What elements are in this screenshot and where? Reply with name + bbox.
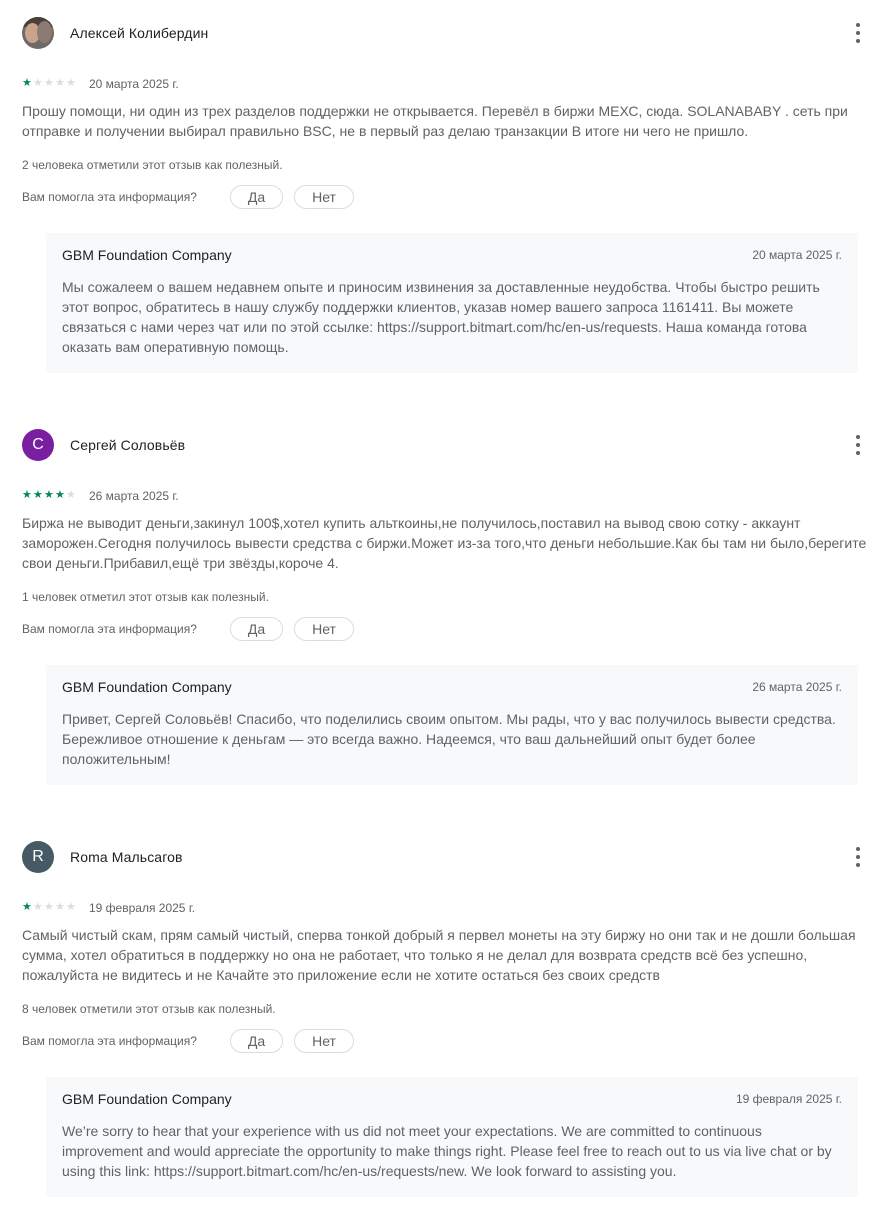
star-rating xyxy=(22,76,77,90)
helpful-yes-button[interactable]: Да xyxy=(230,185,283,209)
helpful-no-button[interactable]: Нет xyxy=(294,617,354,641)
review-text: Биржа не выводит деньги,закинул 100$,хотел купить альткоины,не получилось,поставил на вывод свою сотку - аккаунт заморожен.Сегодня получилось вывести средства с биржи.Может из-за того,что деньги небольшие.Как бы там ни было,берегите свои деньги.Прибавил,ещё три звёзды,короче 4. xyxy=(22,515,867,571)
helpful-question: Вам помогла эта информация? xyxy=(22,190,197,204)
star-icon: ★ xyxy=(55,77,65,89)
star-icon: ★ xyxy=(44,77,54,89)
developer-reply xyxy=(46,665,858,785)
star-icon: ★ xyxy=(55,489,65,501)
star-icon: ★ xyxy=(44,901,54,913)
star-icon: ★ xyxy=(66,901,76,913)
helpful-count: 2 человека отметили этот отзыв как полезный. xyxy=(22,158,283,172)
avatar: R xyxy=(22,841,54,873)
star-rating xyxy=(22,900,77,914)
star-icon: ★ xyxy=(33,489,43,501)
review-header xyxy=(22,841,872,873)
reviewer-name: Алексей Колибердин xyxy=(70,25,209,41)
helpful-count: 8 человек отметили этот отзыв как полезный. xyxy=(22,1002,276,1016)
helpful-no-button[interactable]: Нет xyxy=(294,1029,354,1053)
more-vert-icon[interactable] xyxy=(848,21,868,45)
review-date: 19 февраля 2025 г. xyxy=(89,901,196,915)
star-icon: ★ xyxy=(66,489,76,501)
star-icon: ★ xyxy=(22,901,32,913)
helpful-yes-button[interactable]: Да xyxy=(230,1029,283,1053)
star-rating xyxy=(22,488,77,502)
star-icon: ★ xyxy=(33,901,43,913)
reviewer-name: Сергей Соловьёв xyxy=(70,437,186,453)
star-icon: ★ xyxy=(22,489,32,501)
developer-reply xyxy=(46,233,858,373)
reply-text: Мы сожалеем о вашем недавнем опыте и приносим извинения за доставленные неудобства. Чтобы быстро решить этот вопрос, обратитесь в нашу службу поддержки клиентов, указав номер вашего запроса 1161411. Вы можете связаться с нами через чат или по этой ссылке: https://support.bitmart.com/hc/en-us/requests. Наша команда готова оказать вам оперативную помощь. xyxy=(62,279,820,355)
reply-date: 26 марта 2025 г. xyxy=(752,680,842,694)
review-text: Самый чистый скам, прям самый чистый, сперва тонкой добрый я первел монеты на эту биржу но они так и не дошли большая сумма, хотел обратиться в поддержку но она не работает, что только я не делал для возврата средств всё без успешно, пожалуйста не видитесь и не Качайте это приложение если не хотите остаться без своих средств xyxy=(22,927,856,983)
star-icon: ★ xyxy=(55,901,65,913)
helpful-no-button[interactable]: Нет xyxy=(294,185,354,209)
review-header xyxy=(22,429,872,461)
review-text: Прошу помощи, ни один из трех разделов поддержки не открывается. Перевёл в биржи МЕХС, сюда. SOLANABABY . сеть при отправке и получении выбирал правильно BSC, не в первый раз делаю транзакции В итоге ни чего не пришло. xyxy=(22,103,848,139)
star-icon: ★ xyxy=(33,77,43,89)
star-icon: ★ xyxy=(22,77,32,89)
reply-author: GBM Foundation Company xyxy=(62,1091,232,1107)
helpful-count: 1 человек отметил этот отзыв как полезный. xyxy=(22,590,269,604)
star-icon: ★ xyxy=(44,489,54,501)
helpful-question: Вам помогла эта информация? xyxy=(22,622,197,636)
helpful-question: Вам помогла эта информация? xyxy=(22,1034,197,1048)
helpful-yes-button[interactable]: Да xyxy=(230,617,283,641)
reviewer-name: Roma Мальсагов xyxy=(70,849,183,865)
review-date: 20 марта 2025 г. xyxy=(89,77,179,91)
avatar xyxy=(22,17,54,49)
reply-author: GBM Foundation Company xyxy=(62,679,232,695)
reply-text: We’re sorry to hear that your experience with us did not meet your expectations. We are committed to continuous improvement and would appreciate the opportunity to make things right. Please feel free to reach out to us via live chat or by using this link: https://support.bitmart.com/hc/en-us/requests/new. We look forward to assisting you. xyxy=(62,1123,832,1179)
reply-author: GBM Foundation Company xyxy=(62,247,232,263)
review-date: 26 марта 2025 г. xyxy=(89,489,179,503)
developer-reply xyxy=(46,1077,858,1197)
star-icon: ★ xyxy=(66,77,76,89)
reply-date: 19 февраля 2025 г. xyxy=(735,1092,842,1106)
more-vert-icon[interactable] xyxy=(848,845,868,869)
review-header xyxy=(22,17,872,49)
reply-text: Привет, Сергей Соловьёв! Спасибо, что поделились своим опытом. Мы рады, что у вас получилось вывести средства. Бережливое отношение к деньгам — это всегда важно. Надеемся, что ваш дальнейший опыт будет более положительным! xyxy=(62,711,836,767)
more-vert-icon[interactable] xyxy=(848,433,868,457)
reply-date: 20 марта 2025 г. xyxy=(752,248,842,262)
avatar: С xyxy=(22,429,54,461)
